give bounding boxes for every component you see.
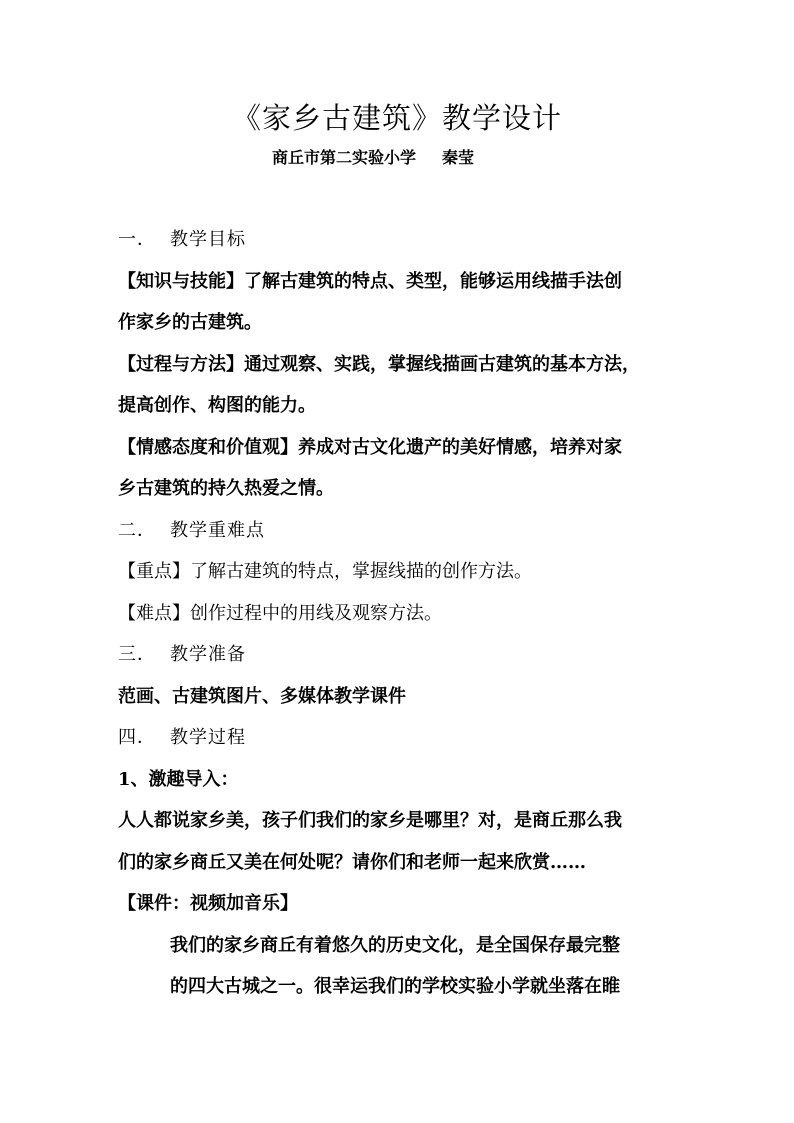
section-heading-procedure [118,717,678,759]
section-number: 四． [118,727,156,748]
goal-process-line2: 提高创作、构图的能力。 [118,395,316,416]
goal-knowledge-line1: 【知识与技能】了解古建筑的特点、类型，能够运用线描手法创 [118,270,622,292]
section-number: 三． [118,644,156,665]
goal-emotion-line1: 【情感态度和价值观】养成对古文化遗产的美好情感，培养对家 [118,436,622,458]
goal-knowledge-line2: 作家乡的古建筑。 [118,312,262,333]
section-title: 教学过程 [170,727,246,748]
procedure-intro-line2: 们的家乡商丘又美在何处呢？请你们和老师一起来欣赏…… [118,851,586,873]
school-name: 商丘市第二实验小学 [272,148,417,167]
procedure-intro-line1: 人人都说家乡美，孩子们我们的家乡是哪里？对，是商丘那么我 [118,810,622,831]
key-point-focus: 【重点】了解古建筑的特点，掌握线描的创作方法。 [118,561,532,582]
procedure-narration-line2: 的四大古城之一。很幸运我们的学校实验小学就坐落在睢 [170,976,620,997]
section-heading-goals [118,219,678,261]
section-number: 二． [118,519,156,541]
author-name: 秦莹 [442,148,475,167]
goal-emotion-line2: 乡古建筑的持久热爱之情。 [118,478,334,499]
procedure-narration-line1: 我们的家乡商丘有着悠久的历史文化，是全国保存最完整 [170,934,620,956]
section-title: 教学重难点 [170,519,265,541]
document-body [118,219,678,1008]
section-title: 教学目标 [170,229,246,250]
section-number: 一． [118,229,156,250]
procedure-courseware-note: 【课件：视频加音乐】 [118,893,298,914]
section-heading-preparation [118,634,678,676]
goal-process-line1: 【过程与方法】通过观察、实践，掌握线描画古建筑的基本方法， [118,353,640,375]
document-byline [272,146,474,170]
procedure-step1-title: 1、激趣导入： [118,768,239,790]
document-title: 《家乡古建筑》教学设计 [231,101,562,135]
preparation-materials: 范画、古建筑图片、多媒体教学课件 [118,685,406,707]
section-title: 教学准备 [170,644,246,665]
key-point-difficulty: 【难点】创作过程中的用线及观察方法。 [118,602,442,624]
section-heading-key-points [118,510,678,552]
